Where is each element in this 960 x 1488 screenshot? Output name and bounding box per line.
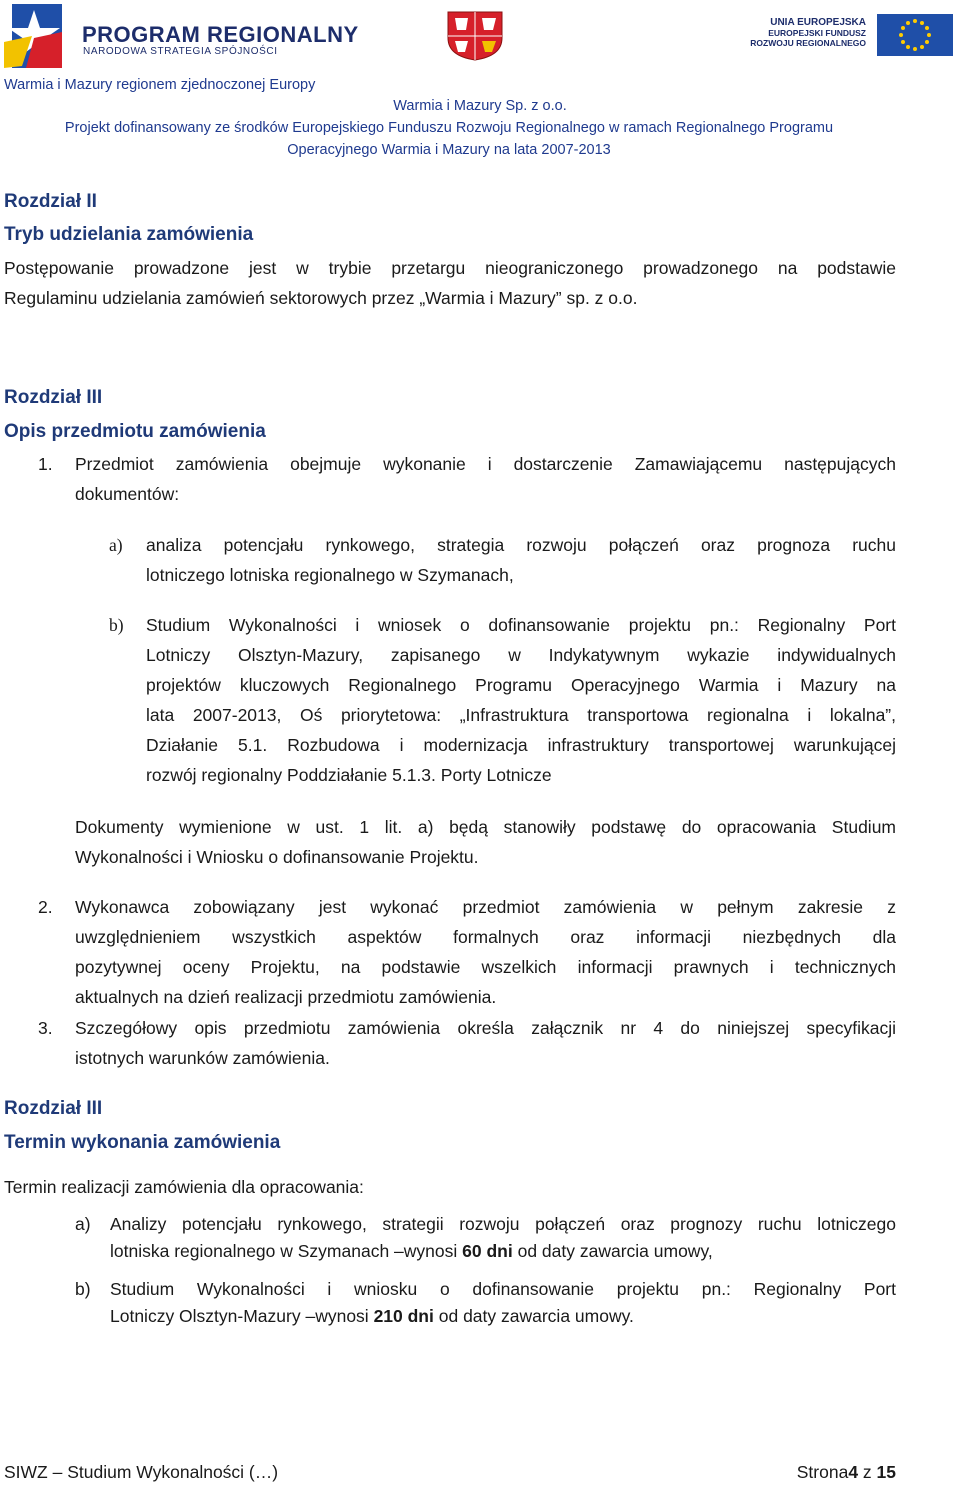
- item-1b-line2: Lotniczy Olsztyn-Mazury, zapisanego w Indykatywnym wykazie indywidualnych: [146, 645, 896, 665]
- term-a-text: [110, 1211, 896, 1264]
- eu-logo-line1: UNIA EUROPEJSKA: [770, 17, 866, 28]
- page-number: [797, 1462, 896, 1483]
- term-b-line2-text: Lotniczy Olsztyn-Mazury –wynosi: [110, 1305, 374, 1326]
- page-label: Strona: [796, 1462, 849, 1482]
- item-1b-line5: Działanie 5.1. Rozbudowa i modernizacja infrastruktury transportowej warunkującej: [146, 735, 896, 755]
- term-a-line2-suffix: od daty zawarcia umowy,: [512, 1240, 713, 1261]
- chapter-2-line1: Postępowanie prowadzone jest w trybie przetargu nieograniczonego prowadzonego na podstawie: [4, 258, 896, 278]
- chapter-2-label: Rozdział II: [4, 191, 97, 212]
- item-1b-marker: b): [109, 615, 124, 635]
- item-1a-line1: analiza potencjału rynkowego, strategia rozwoju połączeń oraz prognoza ruchu: [146, 535, 896, 555]
- page-total: 15: [876, 1462, 896, 1482]
- program-logo-subtitle: NARODOWA STRATEGIA SPÓJNOŚCI: [83, 46, 278, 57]
- header-slogan: Warmia i Mazury regionem zjednoczonej Europy: [4, 77, 316, 93]
- eu-flag-icon: [877, 14, 953, 56]
- chapter-2-title: Tryb udzielania zamówienia: [4, 224, 254, 245]
- chapter-3b-title: Termin wykonania zamówienia: [4, 1132, 281, 1153]
- item-3-line1: Szczegółowy opis przedmiotu zamówienia określa załącznik nr 4 do niniejszej specyfikacji: [75, 1018, 896, 1038]
- item-1b-line4: lata 2007-2013, Oś priorytetowa: „Infrastruktura transportowa regionalna i lokalna”,: [146, 705, 896, 725]
- eu-logo: [730, 12, 954, 58]
- term-b-line2: [110, 1303, 896, 1330]
- footer-left: SIWZ – Studium Wykonalności (…): [4, 1462, 279, 1482]
- item-1b-line6: rozwój regionalny Poddziałanie 5.1.3. Porty Lotnicze: [146, 765, 552, 785]
- item-1b-line1: Studium Wykonalności i wniosek o dofinansowanie projektu pn.: Regionalny Port: [146, 615, 896, 635]
- item-3-text: [75, 1013, 896, 1073]
- item-1-text: [75, 449, 896, 509]
- documents-note-line2: Wykonalności i Wniosku o dofinansowanie Projektu.: [75, 847, 479, 867]
- term-b-line2-suffix: od daty zawarcia umowy.: [433, 1305, 634, 1326]
- term-b-text: [110, 1276, 896, 1329]
- item-2-line3: pozytywnej oceny Projektu, na podstawie wszelkich informacji prawnych i technicznych: [75, 957, 896, 977]
- chapter-3-title: Opis przedmiotu zamówienia: [4, 421, 266, 442]
- chapter-2-paragraph: [4, 253, 896, 313]
- header-cofinance-line2: Operacyjnego Warmia i Mazury na lata 2007-2013: [287, 142, 611, 158]
- page-current: 4: [848, 1462, 859, 1482]
- term-intro: Termin realizacji zamówienia dla opracowania:: [4, 1177, 364, 1197]
- term-a-days: 60 dni: [462, 1240, 513, 1261]
- documents-note-line1: Dokumenty wymienione w ust. 1 lit. a) będą stanowiły podstawę do opracowania Studium: [75, 817, 896, 837]
- term-b-marker: b): [75, 1279, 91, 1299]
- term-a-line1: Analizy potencjału rynkowego, strategii rozwoju połączeń oraz prognozy ruchu lotniczego: [110, 1214, 896, 1234]
- item-2-line2: uwzględnieniem wszystkich aspektów formalnych oraz informacji niezbędnych dla: [75, 927, 896, 947]
- item-3-line2: istotnych warunków zamówienia.: [75, 1048, 330, 1068]
- program-logo-title: PROGRAM REGIONALNY: [82, 22, 359, 47]
- item-2-text: [75, 892, 896, 1012]
- warmia-mazury-crest-icon: [446, 10, 504, 62]
- item-1a-text: [146, 530, 896, 590]
- nss-star-icon: [4, 2, 68, 72]
- eu-logo-line3: ROZWOJU REGIONALNEGO: [750, 38, 866, 48]
- header-company: Warmia i Mazury Sp. z o.o.: [393, 98, 567, 114]
- header-cofinance-line1: Projekt dofinansowany ze środków Europejskiego Funduszu Rozwoju Regionalnego w ramach Regionalnego Programu: [64, 120, 834, 136]
- term-b-days: 210 dni: [373, 1305, 434, 1326]
- term-a-marker: a): [75, 1214, 91, 1234]
- documents-note: [75, 812, 896, 872]
- page-of-label: z: [858, 1462, 877, 1482]
- item-1-number: 1.: [38, 454, 53, 474]
- program-regionalny-logo: [4, 2, 359, 72]
- item-2-line1: Wykonawca zobowiązany jest wykonać przedmiot zamówienia w pełnym zakresie z: [75, 897, 896, 917]
- item-1b-text: [146, 610, 896, 790]
- eu-logo-line2: EUROPEJSKI FUNDUSZ: [768, 28, 866, 38]
- chapter-2-line2: Regulaminu udzielania zamówień sektorowych przez „Warmia i Mazury” sp. z o.o.: [4, 288, 638, 308]
- item-1a-marker: a): [109, 535, 123, 555]
- item-1-line1: Przedmiot zamówienia obejmuje wykonanie i dostarczenie Zamawiającemu następujących: [75, 454, 896, 474]
- item-1b-line3: projektów kluczowych Regionalnego Programu Operacyjnego Warmia i Mazury na: [146, 675, 896, 695]
- item-1a-line2: lotniczego lotniska regionalnego w Szymanach,: [146, 565, 514, 585]
- term-a-line2-text: lotniska regionalnego w Szymanach –wynosi: [110, 1240, 463, 1261]
- item-2-line4: aktualnych na dzień realizacji przedmiotu zamówienia.: [75, 987, 497, 1007]
- chapter-3-label: Rozdział III: [4, 387, 103, 408]
- item-2-number: 2.: [38, 897, 53, 917]
- chapter-3b-label: Rozdział III: [4, 1098, 103, 1119]
- item-3-number: 3.: [38, 1018, 53, 1038]
- item-1-line2: dokumentów:: [75, 484, 180, 504]
- term-a-line2: [110, 1238, 896, 1265]
- term-b-line1: Studium Wykonalności i wniosku o dofinansowanie projektu pn.: Regionalny Port: [110, 1279, 896, 1299]
